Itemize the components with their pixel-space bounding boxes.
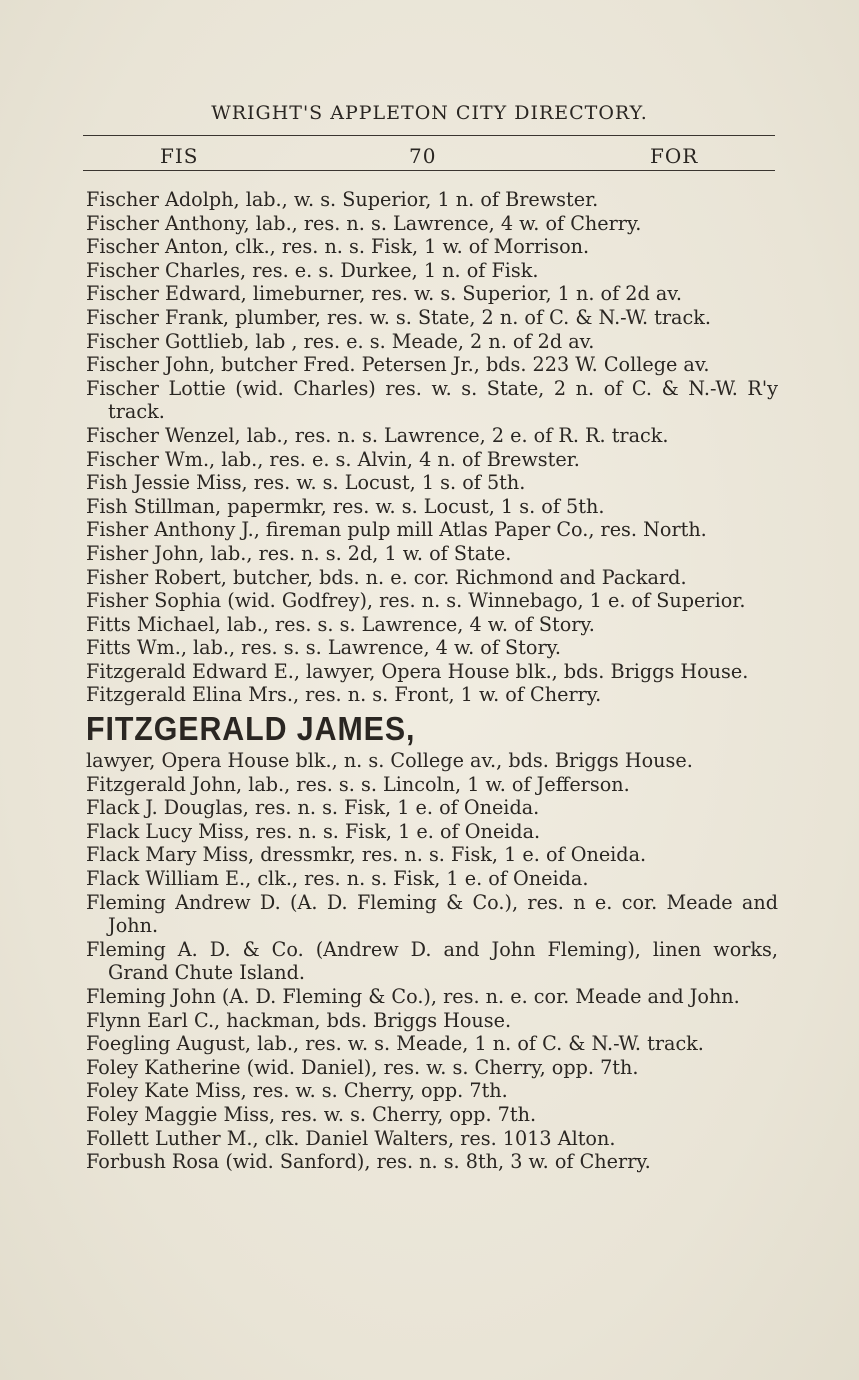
header-rule-top (83, 135, 775, 136)
directory-entry: Foley Katherine (wid. Daniel), res. w. s. Cherry, opp. 7th. (86, 1055, 639, 1079)
directory-title: WRIGHT'S APPLETON CITY DIRECTORY. (211, 102, 648, 124)
directory-entry: Flack William E., clk., res. n. s. Fisk, 1 e. of Oneida. (86, 867, 589, 891)
directory-entries (86, 188, 778, 1174)
directory-entry: Flack J. Douglas, res. n. s. Fisk, 1 e. of Oneida. (86, 796, 540, 820)
entry-list-before (86, 188, 778, 707)
directory-entry: Fisher Anthony J., fireman pulp mill Atlas Paper Co., res. North. (86, 518, 707, 542)
directory-entry: Fischer Anthony, lab., res. n. s. Lawrence, 4 w. of Cherry. (86, 211, 642, 235)
directory-entry: Fischer Gottlieb, lab , res. e. s. Meade, 2 n. of 2d av. (86, 329, 595, 353)
directory-entry: Foley Kate Miss, res. w. s. Cherry, opp. 7th. (86, 1079, 508, 1103)
directory-entry: Follett Luther M., clk. Daniel Walters, res. 1013 Alton. (86, 1126, 616, 1150)
directory-entry: Fitzgerald Edward E., lawyer, Opera House blk., bds. Briggs House. (86, 659, 749, 683)
directory-entry: Fischer Anton, clk., res. n. s. Fisk, 1 w. of Morrison. (86, 235, 590, 259)
directory-entry: Fitzgerald Elina Mrs., res. n. s. Front, 1 w. of Cherry. (86, 683, 602, 707)
directory-entry: Fischer Wenzel, lab., res. n. s. Lawrence, 2 e. of R. R. track. (86, 423, 669, 447)
directory-entry: Fish Stillman, papermkr, res. w. s. Locust, 1 s. of 5th. (86, 494, 605, 518)
running-head-left: FIS (160, 144, 199, 168)
directory-entry: Fischer Lottie (wid. Charles) res. w. s. State, 2 n. of C. & N.-W. R'y track. (86, 376, 778, 424)
directory-entry: Flynn Earl C., hackman, bds. Briggs House. (86, 1008, 512, 1032)
directory-entry: Fleming Andrew D. (A. D. Fleming & Co.), res. n e. cor. Meade and John. (86, 890, 778, 938)
directory-entry: Fisher Sophia (wid. Godfrey), res. n. s. Winnebago, 1 e. of Superior. (86, 589, 746, 613)
directory-entry: Flack Lucy Miss, res. n. s. Fisk, 1 e. of Oneida. (86, 819, 541, 843)
directory-entry: Forbush Rosa (wid. Sanford), res. n. s. 8th, 3 w. of Cherry. (86, 1150, 651, 1174)
directory-entry: Fisher Robert, butcher, bds. n. e. cor. Richmond and Packard. (86, 565, 687, 589)
directory-entry: Fisher John, lab., res. n. s. 2d, 1 w. of State. (86, 541, 512, 565)
featured-entry-detail: lawyer, Opera House blk., n. s. College av., bds. Briggs House. (86, 749, 693, 773)
page-number: 70 (409, 144, 437, 168)
directory-entry: Fitts Michael, lab., res. s. s. Lawrence, 4 w. of Story. (86, 612, 595, 636)
directory-entry: Fischer Charles, res. e. s. Durkee, 1 n. of Fisk. (86, 258, 539, 282)
directory-entry: Fish Jessie Miss, res. w. s. Locust, 1 s. of 5th. (86, 471, 526, 495)
directory-entry: Fleming A. D. & Co. (Andrew D. and John Fleming), linen works, Grand Chute Island. (86, 937, 778, 985)
directory-entry: Fischer Wm., lab., res. e. s. Alvin, 4 n. of Brewster. (86, 447, 580, 471)
directory-entry: Fischer Adolph, lab., w. s. Superior, 1 n. of Brewster. (86, 188, 599, 211)
directory-entry: Flack Mary Miss, dressmkr, res. n. s. Fisk, 1 e. of Oneida. (86, 843, 647, 867)
directory-entry: Fischer John, butcher Fred. Petersen Jr., bds. 223 W. College av. (86, 353, 710, 377)
directory-entry: Fitts Wm., lab., res. s. s. Lawrence, 4 w. of Story. (86, 636, 562, 660)
featured-entry-name: FITZGERALD JAMES, (86, 710, 416, 748)
directory-entry: Fischer Edward, limeburner, res. w. s. Superior, 1 n. of 2d av. (86, 282, 682, 306)
directory-entry: Fitzgerald John, lab., res. s. s. Lincoln, 1 w. of Jefferson. (86, 772, 630, 796)
directory-entry: Fleming John (A. D. Fleming & Co.), res. n. e. cor. Meade and John. (86, 985, 740, 1008)
directory-entry: Fischer Frank, plumber, res. w. s. State, 2 n. of C. & N.-W. track. (86, 305, 711, 329)
directory-entry: Foegling August, lab., res. w. s. Meade, 1 n. of C. & N.-W. track. (86, 1032, 704, 1056)
directory-entry: Foley Maggie Miss, res. w. s. Cherry, opp. 7th. (86, 1102, 537, 1126)
entry-list-after (86, 773, 778, 1174)
header-rule-bottom (83, 170, 775, 171)
running-head-right: FOR (650, 144, 699, 168)
